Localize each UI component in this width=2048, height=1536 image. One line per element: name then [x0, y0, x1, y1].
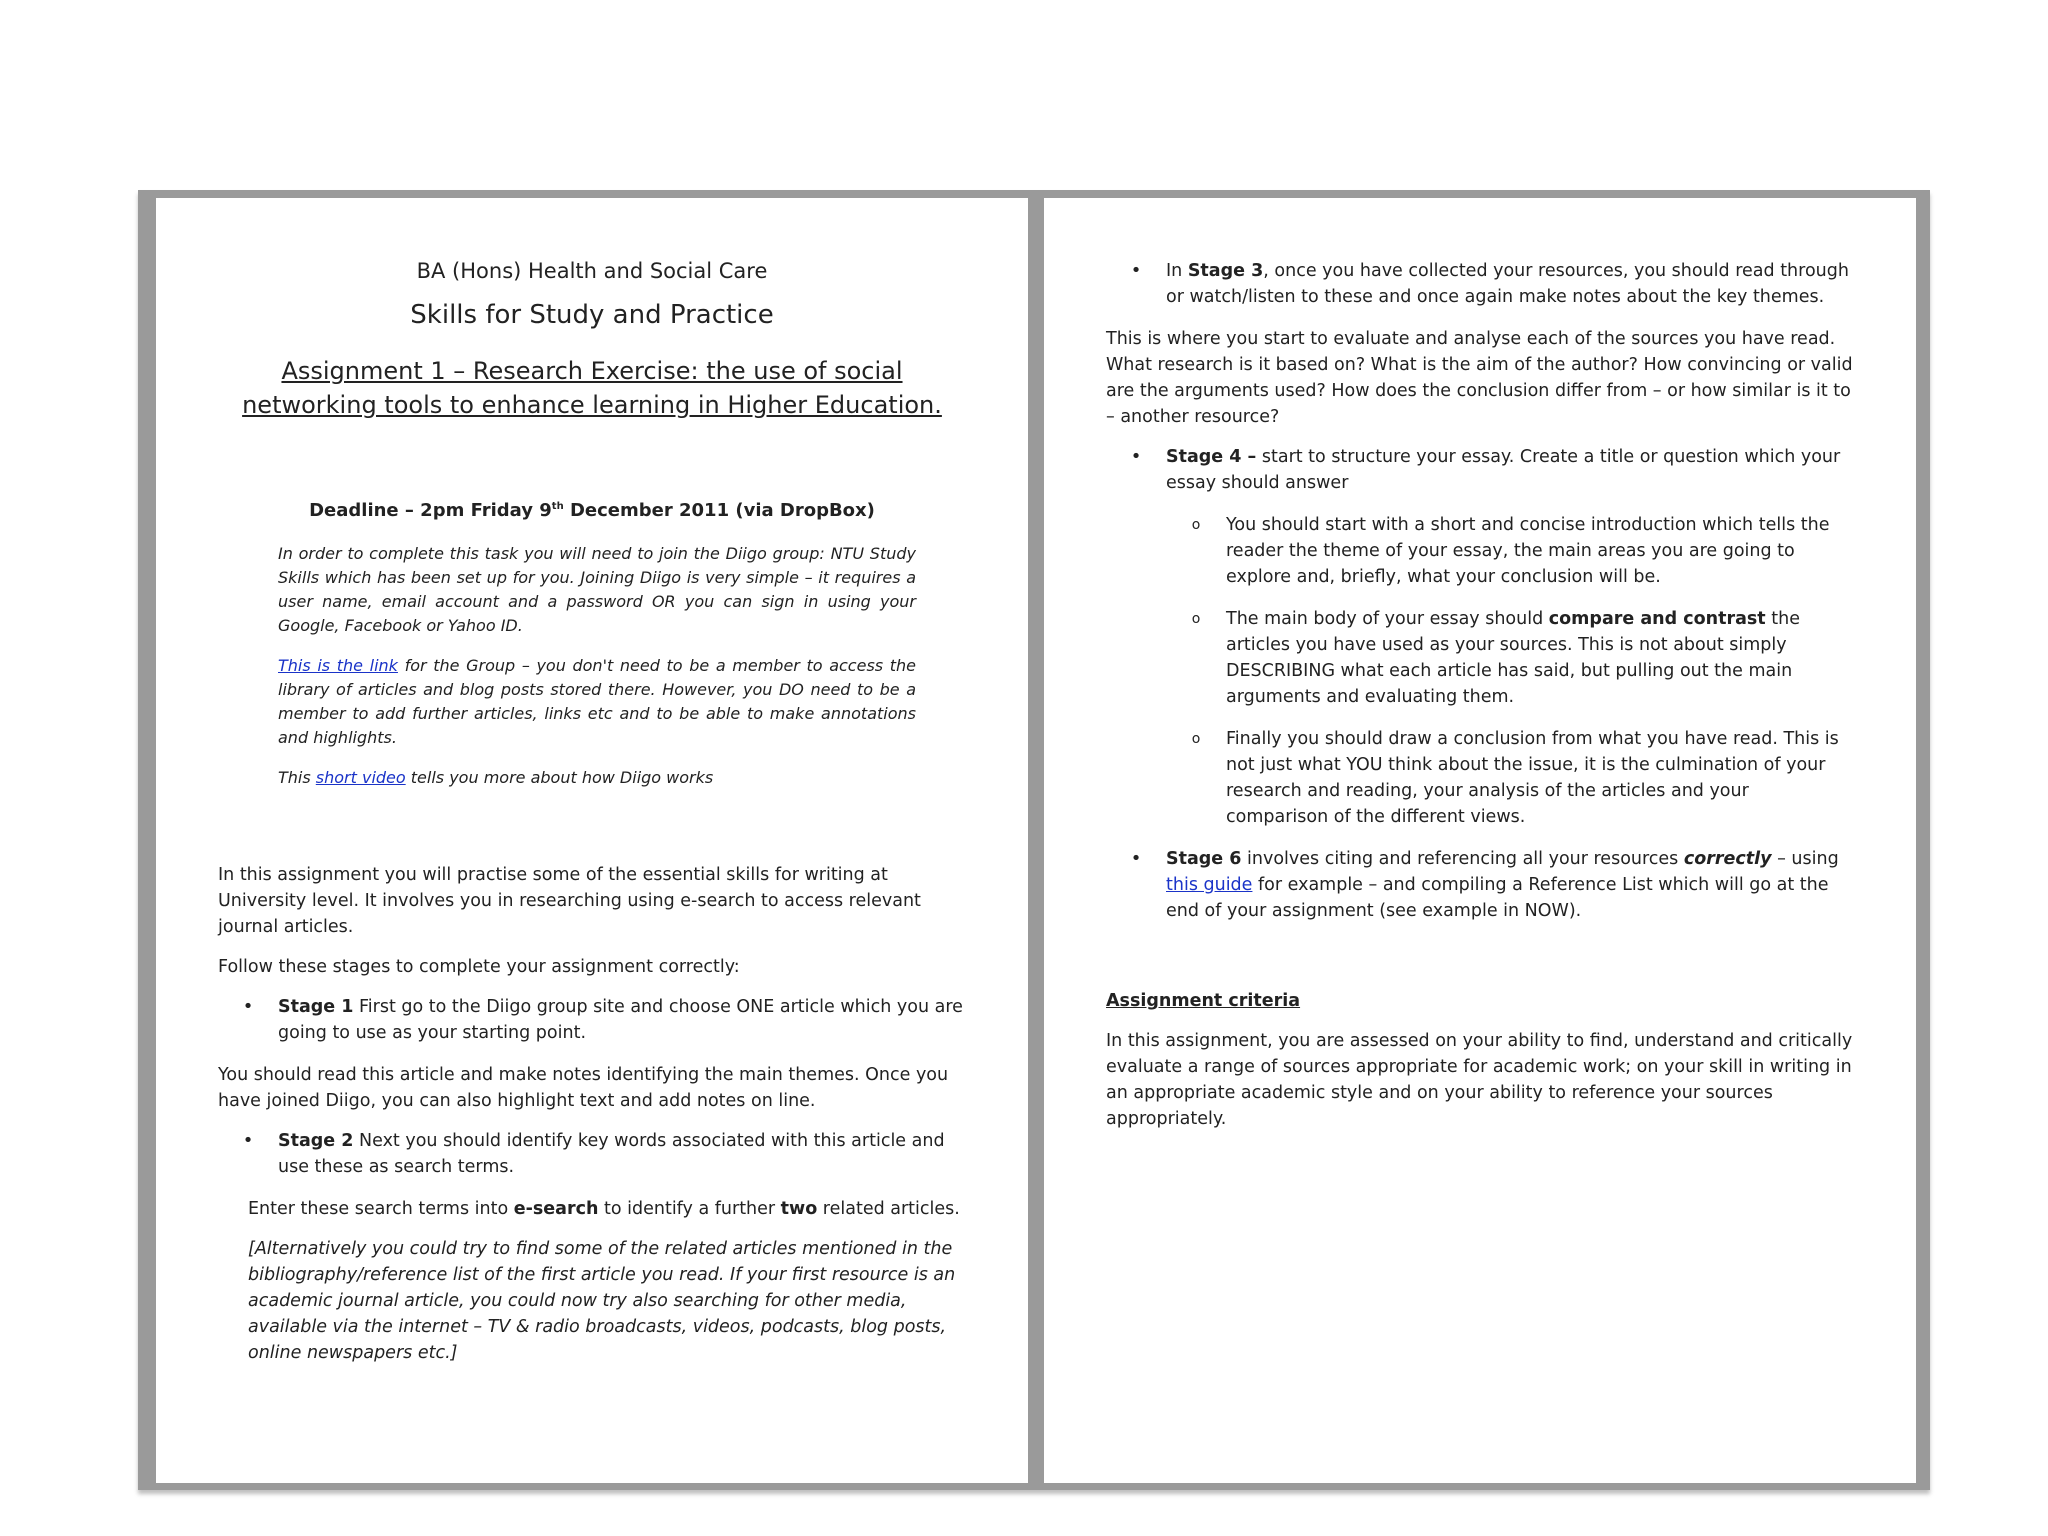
video-paragraph [278, 766, 916, 790]
sub-item-conclusion-text: Finally you should draw a conclusion from what you have read. This is not just what YOU think about the issue, it is the culmination of your research and reading, your analysis of the articles and your comparison of the different views. [1226, 729, 1839, 827]
bullet-icon: • [1130, 260, 1142, 281]
alternatively-paragraph: [Alternatively you could try to find some of the related articles mentioned in the bibliography/reference list of the first article you read. If your first resource is an academic journal article, you could now try also searching for other media, available via the internet – TV & radio broadcasts, videos, podcasts, blog posts, online newspapers etc.] [248, 1239, 956, 1363]
stage6-mid: – using [1771, 849, 1839, 869]
stage2-item [218, 1128, 966, 1180]
sub-bullet-icon: o [1191, 611, 1201, 627]
bullet-icon: • [242, 1130, 254, 1151]
sub-item-main-body-text [1226, 606, 1854, 710]
criteria-text: In this assignment, you are assessed on your ability to find, understand and critically evaluate a range of sources appropriate for academic work; on your skill in writing in an appropriate academic style and on your ability to reference your sources appropriately. [1106, 1031, 1853, 1129]
sub2-bold: compare and contrast [1548, 609, 1766, 629]
follow-stages: Follow these stages to complete your assignment correctly: [218, 957, 740, 977]
video-post: tells you more about how Diigo works [405, 768, 714, 787]
enter-mid: to identify a further [598, 1199, 781, 1219]
assignment-title: Assignment 1 – Research Exercise: the use of social networking tools to enhance learning in Higher Education. [242, 357, 942, 419]
stage4-text [1166, 444, 1854, 496]
video-link[interactable]: short video [315, 768, 406, 787]
evaluate-paragraph: This is where you start to evaluate and analyse each of the sources you have read. What research is it based on? What is the aim of the author? How convincing or valid are the arguments used? How does the conclusion differ from – or how similar is it to – another resource? [1106, 329, 1853, 427]
stage6-post: for example – and compiling a Reference List which will go at the end of your assignment (see example in NOW). [1166, 875, 1829, 921]
stage3-item [1106, 258, 1854, 310]
stage1-text [278, 994, 966, 1046]
group-link[interactable]: This is the link [278, 656, 398, 675]
sub-item-main-body [1166, 606, 1854, 710]
stage3-body: , once you have collected your resources, you should read through or watch/listen to these and once again make notes about the key themes. [1166, 261, 1849, 307]
stage6-pre: involves citing and referencing all your resources [1241, 849, 1684, 869]
enter-esearch: e-search [513, 1199, 599, 1219]
program-title: BA (Hons) Health and Social Care [416, 259, 768, 283]
stage6-text [1166, 846, 1854, 924]
bullet-icon: • [242, 996, 254, 1017]
bullet-icon: • [1130, 848, 1142, 869]
sub-bullet-icon: o [1191, 731, 1201, 747]
guide-link[interactable]: this guide [1166, 875, 1253, 895]
page-left [156, 198, 1028, 1483]
sub-bullet-icon: o [1191, 517, 1201, 533]
group-link-paragraph [278, 654, 916, 750]
document-spread [138, 190, 1930, 1490]
module-title: Skills for Study and Practice [410, 300, 774, 330]
bullet-icon: • [1130, 446, 1142, 467]
deadline [218, 494, 966, 524]
stage1-body: First go to the Diigo group site and choose ONE article which you are going to use as your starting point. [278, 997, 963, 1043]
stage1-item [218, 994, 966, 1046]
deadline-text-end: December 2011 (via DropBox) [563, 500, 875, 521]
criteria-heading: Assignment criteria [1106, 991, 1301, 1011]
group-link-rest: for the Group – you don't need to be a member to access the library of articles and blog posts stored there. However, you DO need to be a member to add further articles, links etc and to be able to make annotations and highlights. [278, 656, 917, 747]
sub-item-introduction [1166, 512, 1854, 590]
enter-search-paragraph [248, 1196, 966, 1222]
stage4-subitems [1166, 512, 1854, 830]
stage6-bold: correctly [1683, 849, 1772, 869]
video-pre: This [278, 768, 316, 787]
stage4-item [1106, 444, 1854, 496]
stage1-label: Stage 1 [278, 997, 354, 1017]
enter-two: two [780, 1199, 818, 1219]
sub2-post: the articles you have used as your sources. This is not about simply DESCRIBING what each article has said, but pulling out the main arguments and evaluating them. [1226, 609, 1800, 707]
sub2-pre: The main body of your essay should [1226, 609, 1549, 629]
deadline-sup: th [551, 501, 564, 512]
stage2-label: Stage 2 [278, 1131, 354, 1151]
stage3-text [1166, 258, 1854, 310]
stage6-item [1106, 846, 1854, 924]
deadline-text: Deadline – 2pm Friday 9 [309, 500, 552, 521]
page-right [1044, 198, 1916, 1483]
stage3-label: Stage 3 [1187, 261, 1264, 281]
assignment-intro: In this assignment you will practise some of the essential skills for writing at University level. It involves you in researching using e-search to access relevant journal articles. [218, 865, 921, 937]
stage6-label: Stage 6 [1166, 849, 1242, 869]
sub-item-conclusion [1166, 726, 1854, 830]
enter-post: related articles. [817, 1199, 960, 1219]
stage4-label: Stage 4 – [1166, 447, 1257, 467]
stage4-body: start to structure your essay. Create a title or question which your essay should answer [1166, 447, 1841, 493]
stage2-body: Next you should identify key words associated with this article and use these as search terms. [278, 1131, 945, 1177]
stage3-pre: In [1166, 261, 1188, 281]
sub-item-introduction-text: You should start with a short and concise introduction which tells the reader the theme of your essay, the main areas you are going to explore and, briefly, what your conclusion will be. [1226, 515, 1830, 587]
read-article-paragraph: You should read this article and make notes identifying the main themes. Once you have joined Diigo, you can also highlight text and add notes on line. [218, 1065, 949, 1111]
stage2-text [278, 1128, 966, 1180]
enter-pre: Enter these search terms into [248, 1199, 514, 1219]
diigo-intro: In order to complete this task you will need to join the Diigo group: NTU Study Skills which has been set up for you. Joining Diigo is very simple – it requires a user name, email account and a password OR you can sign in using your Google, Facebook or Yahoo ID. [278, 544, 916, 635]
